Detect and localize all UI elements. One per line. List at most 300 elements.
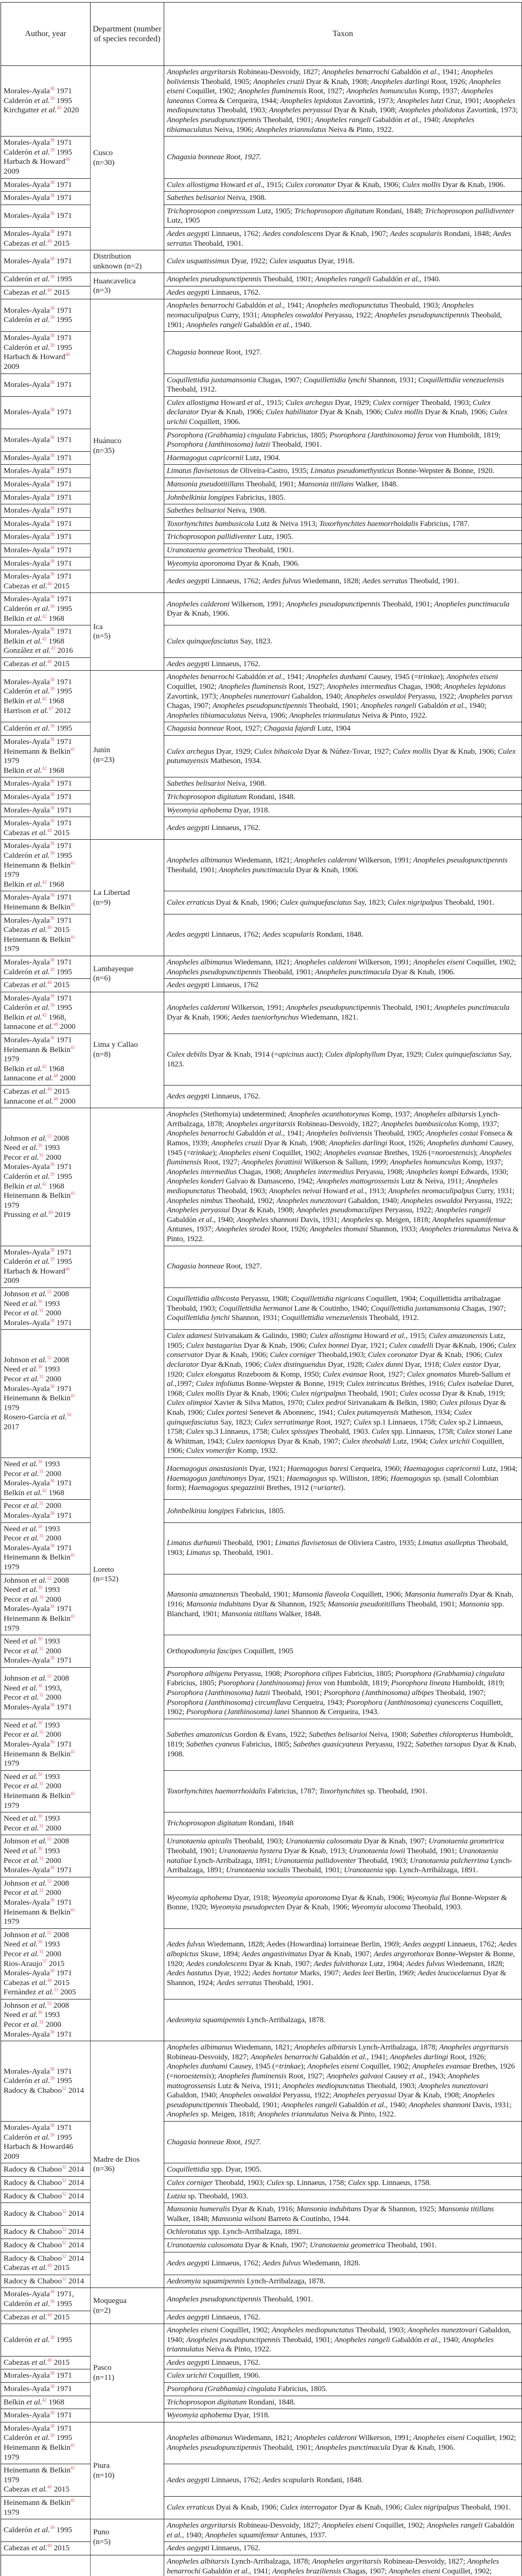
reference-link[interactable]: 41 [70,1907,75,1912]
taxon-cell: Aedes aegypti Linnaeus, 1762. [164,286,522,299]
reference-link[interactable]: 31 [39,2020,44,2025]
author-entry: Morales-Ayala$^{38}$ 1971 [4,138,72,147]
author-entry: Johnson et al.$^{12}$ 2008 [4,1836,69,1846]
reference-link[interactable]: 42 [42,879,47,885]
reference-link[interactable]: 48 [53,1073,58,1079]
author-entry: Harbach & Howard$^{46}$ [4,157,70,166]
reference-link[interactable]: 38 [49,210,55,216]
reference-link[interactable]: 39 [49,603,55,609]
reference-link[interactable]: 12 [46,1836,51,1842]
reference-link[interactable]: 38 [49,86,55,92]
taxon-cell: Culex corniger Theobald, 1903; Culex sp. Linnaeus, 1758; Culex spp. Linnaeus, 1758. [164,2176,522,2190]
taxon-italic: Anopheles pseudopunctipennis [413,856,508,865]
reference-link[interactable]: 38 [49,333,55,338]
author-cell [1,2542,91,2555]
author-entry: Morales-Ayala$^{38}$ 1971 [4,407,72,417]
reference-link[interactable]: 38 [49,1162,55,1167]
reference-link[interactable]: 38 [49,892,55,898]
reference-link[interactable]: 38 [49,1604,55,1609]
taxon-italic: Limatus durhamii [167,1538,221,1548]
taxon-italic: Aedes leucocelaenus [417,1969,481,1978]
reference-link[interactable]: 38 [49,2410,55,2416]
author-italic: et al. [23,2020,39,2029]
reference-link[interactable]: 38 [49,2423,55,2429]
table-row [1,465,522,478]
author-italic: et al. [31,239,47,248]
table-row [1,205,522,227]
taxon-italic: Wyeomyia aphobema [167,2411,232,2420]
taxon-italic: Anopheles albitarsis [167,2556,230,2566]
reference-link[interactable]: 41 [70,1613,75,1619]
reference-link[interactable]: 52 [62,2191,67,2196]
taxon-italic: Anopheles pseudopunctipennis [167,2091,495,2109]
reference-link[interactable]: 12 [46,2000,51,2006]
reference-link[interactable]: 39 [49,342,55,348]
taxon-italic: Anopheles [167,1110,199,1119]
taxon-italic: Culex [266,2178,285,2187]
reference-link[interactable]: 38 [49,434,55,440]
reference-link[interactable]: 41 [70,1044,75,1050]
reference-link[interactable]: 52 [62,2209,67,2214]
reference-link[interactable]: 30 [38,1720,43,1725]
reference-link[interactable]: 30 [38,2010,43,2015]
reference-link[interactable]: 38 [49,778,55,784]
taxon-italic: uriartei [317,1483,341,1493]
author-entry: Morales-Ayala$^{38}$ 1971 [4,818,72,828]
reference-link[interactable]: 38 [49,558,55,564]
reference-link[interactable]: 52 [62,2164,67,2170]
author-entry: Morales-Ayala$^{38}$ 1971 [4,1162,72,1172]
reference-link[interactable]: 41 [70,1191,75,1196]
reference-link[interactable]: 31 [39,1646,44,1651]
author-cell [1,2409,91,2422]
reference-link[interactable]: 30 [38,1814,43,1819]
taxon-italic: Anopheles pseudopunctipennis [167,967,262,976]
author-entry: Morales-Ayala$^{38}$ 1971 [4,2384,72,2394]
taxon-italic: Mansonia titillans [298,479,354,488]
reference-link[interactable]: 39 [49,315,55,320]
taxon-italic: Anopheles mediopunctatus [282,2081,365,2090]
taxon-italic: Anopheles argyritarsis [225,1119,295,1128]
reference-link[interactable]: 38 [49,915,55,921]
department-cell [91,2422,164,2519]
reference-link[interactable]: 39 [49,2132,55,2138]
reference-link[interactable]: 38 [49,805,55,810]
reference-link[interactable]: 38 [49,2066,55,2072]
reference-link[interactable]: 38 [49,2122,55,2128]
reference-link[interactable]: 31 [39,1594,44,1600]
author-entry: Morales-Ayala$^{38}$ 1971 [4,1604,72,1614]
reference-link[interactable]: 38 [49,256,55,262]
reference-link[interactable]: 40 [47,1977,52,1983]
reference-link[interactable]: 42 [42,636,47,641]
taxon-italic: Coquillettidia hermanoi [218,1303,292,1313]
taxon-italic: Aedes serratus [216,1978,262,1987]
table-row [1,299,522,332]
reference-link[interactable]: 39 [49,147,55,152]
reference-link[interactable]: 40 [47,287,52,293]
reference-link[interactable]: 40 [47,925,52,930]
reference-link[interactable]: 42 [42,765,47,771]
reference-link[interactable]: 42 [42,2397,47,2402]
taxon-cell: Johnbelkinia longipes Fabricius, 1805. [164,1500,522,1522]
taxon-italic: Psorophora (Janthinosoma) lutzii [167,440,270,449]
taxon-italic: Anopheles triannulatus [167,2335,494,2354]
taxon-italic: Anopheles benarrochi [250,2052,318,2061]
taxon-italic: Anopheles calderoni [167,599,230,608]
author-italic: et al. [31,1674,47,1683]
author-entry: Morales-Ayala$^{38}$ 1971 [4,778,72,788]
reference-link[interactable]: 40 [47,2263,52,2268]
reference-link[interactable]: 40 [47,827,52,833]
reference-link[interactable]: 30 [38,1364,43,1370]
author-entry: Pecor et al.$^{31}$ 2000 [4,1855,61,1865]
author-entry: Pecor et al.$^{31}$ 2000 [4,1948,61,1958]
taxon-italic: et al. [167,1369,511,1388]
taxon-italic: Culex [371,1427,390,1436]
reference-link[interactable]: 40 [47,2357,52,2363]
taxon-italic: Anopheles evansae [324,1148,382,1157]
species-count: (n=152) [93,1574,119,1584]
department-name: Cusco [93,148,113,157]
author-cell [1,2324,91,2357]
taxon-cell: Haemagogus anastasionis Dyar, 1921; Haemagogus baresi Cerqueira, 1960; Haemagogus capricornii Lutz, 1904; Haemagogus janthinomys Dyar, 1921; Haemagogus sp. Williston, 1896; Haemagogus sp. (small Colombian form); Haemagogus spegazzinii Brethes, 1912 (=uriartei). [164,1458,522,1500]
reference-link[interactable]: 12 [46,1133,51,1139]
reference-link[interactable]: 38 [49,594,55,600]
reference-link[interactable]: 46 [65,352,70,358]
reference-link[interactable]: 40 [47,658,52,664]
taxon-cell: Anopheles (Stethomyia) undetermined; Anopheles acanthotorynus Komp, 1937; Anopheles albitarsis Lynch-Arribalzaga, 1878; Anopheles argyritarsis Robineau-Desvoidy, 1827; Anopheles bambusicolus Komp, 1937; Anopheles benarrochi Gabaldón et al., 1941; Anopheles boliviensis Theobald, 1905; Anopheles costai Fonseca & Ramos, 1939; Anopheles cruzii Dyar & Knab, 1908; Anopheles darlingi Root, 1926; Anopheles dunhami Causey, 1945 (=trinkae); Anopheles eiseni Coquillet, 1902; Anopheles evansae Brethes, 1926 (=noroestensis); Anopheles fluminensis Root, 1927; Anopheles forattinii Wilkerson & Sallum, 1999; Anopheles homunculus Komp, 1937; Anopheles intermedius Chagas, 1908; Anopheles intermedius Peryassu, 1908; Anopheles kompi Edwards, 1930; Anopheles konderi Galvao & Damasceno, 1942; Anopheles mattogrossensis Lutz & Neiva, 1911; Anopheles mediopunctatus Theobald, 1903; Anopheles neivai Howard et al., 1913; Anopheles neomaculipalpus Curry, 1931; Anopheles nimbus Theobald, 1902; Anopheles nuneztovari Gabaldon, 1940; Anopheles oswaldoi Peryassu, 1922; Anopheles peryassui Dyar & Knab, 1908; Anopheles pseudomaculipes Peryassu, 1922; Anopheles rangeli Gabaldón et al., 1940; Anopheles shannoni Davis, 1931; Anopheles sp. Meigen, 1818; Anopheles squamifemur Antunes, 1937; Anopheles strodei Root, 1926; Anopheles thomasi Shannon, 1933; Anopheles triannulatus Neiva & Pinto, 1922. [164,1108,522,1246]
taxon-italic: Culex urichii [167,2371,207,2380]
table-row [1,2409,522,2422]
reference-link[interactable]: 41 [70,902,75,907]
reference-link[interactable]: 41 [70,1749,75,1754]
reference-link[interactable]: 46 [65,1266,70,1272]
reference-link[interactable]: 42 [42,1012,47,1018]
reference-link[interactable]: 31 [39,1533,44,1539]
reference-link[interactable]: 41 [70,1790,75,1796]
reference-link[interactable]: 31 [39,1308,44,1314]
reference-link[interactable]: 52 [62,2276,67,2281]
reference-link[interactable]: 38 [49,1510,55,1516]
taxon-italic: Culex urichii [167,408,508,426]
reference-link[interactable]: 41 [70,860,75,866]
taxon-italic: noroestensis [173,2072,212,2081]
reference-link[interactable]: 31 [39,1152,44,1158]
taxon-italic: Aedes condolescens [262,229,324,238]
table-row [1,1086,522,1108]
reference-link[interactable]: 30 [38,1459,43,1464]
taxon-italic: Culex usquatissimus [167,257,230,266]
taxon-italic: Anopheles lepidotus [444,682,506,691]
table-row [1,332,522,374]
author-italic: et al. [23,1595,39,1604]
reference-link[interactable]: 52 [62,2240,67,2245]
reference-link[interactable]: 38 [49,138,55,143]
reference-link[interactable]: 31 [39,1374,44,1379]
taxon-italic: Culex declarator [167,398,491,417]
reference-link[interactable]: 30 [38,1143,43,1148]
reference-link[interactable]: 38 [49,305,55,311]
reference-link[interactable]: 38 [49,2029,55,2035]
reference-link[interactable]: 40 [47,2312,52,2317]
author-entry: Morales-Ayala$^{38}$ 1971 [4,434,72,444]
reference-link[interactable]: 38 [49,841,55,846]
reference-link[interactable]: 48 [53,1022,58,1027]
reference-link[interactable]: 39 [49,1257,55,1262]
taxon-italic: Anopheles albitarsis [413,1110,477,1119]
table-row [1,1500,522,1522]
reference-link[interactable]: 38 [49,1968,55,1974]
reference-link[interactable]: 30 [38,1939,43,1945]
reference-link[interactable]: 40 [47,1086,52,1092]
reference-link[interactable]: 40 [47,2543,52,2549]
reference-link[interactable]: 31 [39,1888,44,1893]
department-name: Huánuco [93,436,121,446]
species-count: (n=5) [93,2537,111,2546]
department-cell [91,66,164,250]
reference-link[interactable]: 49 [48,1210,53,1215]
reference-link[interactable]: 39 [49,1003,55,1008]
reference-link[interactable]: 48 [53,1096,58,1101]
author-cell [1,66,91,137]
reference-link[interactable]: 52 [62,2227,67,2232]
reference-link[interactable]: 40 [47,2484,52,2490]
reference-link[interactable]: 38 [49,818,55,824]
author-entry: Morales-Ayala$^{38}$ 1971 [4,736,72,747]
reference-link[interactable]: 30 [38,1585,43,1590]
author-cell [1,1812,91,1835]
reference-link[interactable]: 30 [38,1523,43,1529]
reference-link[interactable]: 38 [49,2384,55,2389]
reference-link[interactable]: 38 [49,193,55,198]
reference-link[interactable]: 39 [49,1172,55,1177]
reference-link[interactable]: 42 [42,696,47,701]
reference-link[interactable]: 38 [49,1739,55,1744]
reference-link[interactable]: 12 [46,1289,51,1294]
reference-link[interactable]: 31 [39,1730,44,1735]
reference-link[interactable]: 38 [49,505,55,511]
reference-link[interactable]: 41 [70,2442,75,2448]
author-italic: et al. [31,2312,47,2321]
author-entry: Morales-Ayala$^{38}$ 1971 [4,1655,72,1665]
reference-link[interactable]: 38 [49,571,55,577]
reference-link[interactable]: 38 [49,2370,55,2376]
taxon-italic: Uranotaenia calosomata [285,1837,362,1846]
reference-link[interactable]: 38 [49,479,55,484]
reference-link[interactable]: 12 [46,1878,51,1884]
reference-link[interactable]: 38 [49,993,55,998]
reference-link[interactable]: 39 [49,2525,55,2531]
taxon-italic: Anopheles galvaoi [326,2072,384,2081]
taxon-italic: Culex usquatus [269,257,317,266]
reference-link[interactable]: 42 [42,1487,47,1493]
taxon-italic: Culex declarator [167,1350,502,1369]
reference-link[interactable]: 12 [46,1673,51,1679]
reference-link[interactable]: 38 [49,407,55,413]
reference-link[interactable]: 31 [39,1781,44,1787]
reference-link[interactable]: 52 [62,2085,67,2091]
taxon-italic: Anopheles rangeli [427,2521,483,2530]
reference-link[interactable]: 38 [49,179,55,185]
reference-link[interactable]: 30 [38,1636,43,1642]
taxon-cell: Wyeomyia aporonoma Dyar & Knab, 1906. [164,557,522,570]
reference-link[interactable]: 30 [38,1845,43,1851]
reference-link[interactable]: 31 [39,1692,44,1698]
reference-link[interactable]: 40 [47,581,52,586]
reference-link[interactable]: 38 [49,1702,55,1707]
taxon-cell: Anopheles albimanus Wiedemann, 1821; Anopheles albitarsis Lynch-Arribalzaga, 1878; Anopheles argyritarsis Robineau-Desvoidy, 1827; Anopheles benarrochi Gabaldón et al., 1941; Anopheles darlingi Root, 1926; Anopheles dunhami Causey, 1945 (=trinkae); Anopheles eiseni Coquillet, 1902; Anopheles evansae Brethes, 1926 (=noroestensis); Anopheles fluminensis Root, 1927; Anopheles galvaoi Causey et al., 1943; Anopheles mattogrossensis Lutz & Neiva, 1911; Anopheles mediopunctatus Theobald, 1903; Anopheles nuneztovari Gabaldon, 1940; Anopheles oswaldoi Peryassu, 1922; Anopheles peryassui Dyar & Knab, 1908; Anopheles pseudopunctipennis Theobald, 1901; Anopheles rangeli Gabaldón et al., 1940; Anopheles shannoni Davis, 1931; Anopheles sp. Meigen, 1818; Anopheles triannulatus Neiva & Pinto, 1922. [164,2041,522,2122]
author-entry: Radocy & Chaboo$^{52}$ 2014 [4,2240,84,2249]
taxon-cell: Trichoprosopon digitatum Rondani, 1848 [164,1812,522,1835]
reference-link[interactable]: 38 [49,466,55,471]
reference-link[interactable]: 31 [39,1468,44,1474]
reference-link[interactable]: 38 [49,1897,55,1903]
reference-link[interactable]: 41 [70,1393,75,1399]
reference-link[interactable]: 37 [42,1958,47,1964]
species-count: (n=30) [93,158,115,167]
taxon-cell: Trichoprosopon digitatum Rondani, 1848. [164,2396,522,2409]
reference-link[interactable]: 38 [49,1035,55,1040]
table-row [1,1928,522,1999]
taxon-italic: Anopheles evansae [412,2062,471,2071]
taxon-italic: Aedes aegypti [167,2544,210,2553]
taxon-italic: Anopheles punctimacula [218,865,294,874]
author-entry: Harbach & Howard$^{46}$ [4,1266,70,1276]
author-cell [1,1458,91,1500]
taxon-italic: Anopheles fluminensis [167,1148,512,1167]
taxon-italic: Culex quinquefasciatus [167,636,238,646]
reference-link[interactable]: 38 [49,1655,55,1661]
reference-link[interactable]: 31 [39,1823,44,1828]
reference-link[interactable]: 41 [70,2465,75,2471]
reference-link[interactable]: 31 [39,1948,44,1954]
author-entry: Morales-Ayala$^{38}$ 1971 [4,791,72,801]
taxon-italic: Anopheles [167,2110,199,2119]
author-cell [1,1770,91,1812]
reference-link[interactable]: 12 [46,1575,51,1581]
reference-link[interactable]: 39 [49,686,55,692]
reference-link[interactable]: 41 [70,746,75,752]
reference-link[interactable]: 30 [38,1298,43,1304]
reference-link[interactable]: 52 [62,2253,67,2259]
reference-link[interactable]: 38 [49,626,55,632]
department-name: Ica [93,622,103,631]
taxon-italic: Uranotaenia lowii [349,1846,405,1855]
taxon-italic: et al. [167,2530,182,2539]
reference-link[interactable]: 38 [49,736,55,742]
reference-link[interactable]: 39 [49,723,55,729]
author-entry: Cabezas et al.$^{40}$ 2015 [4,2263,69,2273]
reference-link[interactable]: 38 [49,1383,55,1389]
taxon-cell: Aedes aegypti Linnaeus, 1762. [164,657,522,671]
author-entry: Calderón et al.$^{39}$ 1995 [4,147,73,157]
reference-link[interactable]: 12 [46,1354,51,1360]
reference-link[interactable]: 46 [65,157,70,162]
reference-link[interactable]: 38 [49,379,55,385]
reference-link[interactable]: 38 [49,492,55,498]
reference-link[interactable]: 38 [49,452,55,458]
reference-link[interactable]: 38 [49,228,55,234]
reference-link[interactable]: 30 [38,1771,43,1777]
reference-link[interactable]: 39 [49,967,55,972]
reference-link[interactable]: 30 [38,1683,43,1688]
reference-link[interactable]: 42 [42,1063,47,1069]
reference-link[interactable]: 38 [49,957,55,962]
reference-link[interactable]: 38 [49,1478,55,1484]
reference-link[interactable]: 38 [49,2289,55,2295]
reference-link[interactable]: 38 [49,1865,55,1871]
reference-link[interactable]: 38 [49,1247,55,1252]
reference-link[interactable]: 38 [49,1543,55,1548]
reference-link[interactable]: 41 [70,1552,75,1558]
reference-link[interactable]: 43 [50,646,56,651]
author-italic: et al. [31,1878,47,1888]
table-row [1,2383,522,2396]
author-entry: Harrison et al.$^{47}$ 2012 [4,705,71,715]
reference-link[interactable]: 39 [49,2298,55,2304]
reference-link[interactable]: 38 [49,532,55,537]
taxon-italic: Anopheles pseudopunctipennis [186,2335,281,2344]
taxon-cell: Culex debilis Dyar & Knab, 1914 (=apicinus auct); Culex diplophyllum Dyar, 1929; Culex quinquefasciatus Say, 1823. [164,1034,522,1086]
department-name: Pasco [93,2363,112,2372]
author-entry: Morales-Ayala$^{38}$ 1971 [4,1739,72,1749]
author-italic: et al. [41,106,57,115]
author-cell [1,465,91,478]
taxon-italic: Culex pedroi [306,1398,346,1408]
reference-link[interactable]: 39 [49,95,55,101]
reference-link[interactable]: 39 [49,850,55,856]
reference-link[interactable]: 52 [62,2177,67,2183]
reference-link[interactable]: 50 [66,1412,72,1418]
author-entry: Cabezas et al.$^{40}$ 2015 [4,2312,69,2321]
reference-link[interactable]: 51 [54,1987,59,1993]
reference-link[interactable]: 38 [49,545,55,550]
reference-link[interactable]: 39 [49,2334,55,2340]
reference-link[interactable]: 41 [70,2497,75,2503]
reference-link[interactable]: 38 [49,676,55,682]
reference-link[interactable]: 38 [49,1317,55,1323]
author-entry: Calderón et al.$^{39}$ 1995 [4,1257,73,1266]
reference-link[interactable]: 42 [42,1181,47,1187]
reference-link[interactable]: 38 [49,518,55,524]
taxon-italic: Psorophora (Janthinosoma) circumflava [167,1698,291,1707]
reference-link[interactable]: 40 [47,238,52,244]
table-row [1,2275,522,2288]
reference-link[interactable]: 39 [49,2076,55,2081]
taxon-italic: Culex gnomatos [407,1369,457,1379]
table-row [1,2497,522,2519]
reference-link[interactable]: 31 [39,1855,44,1861]
taxon-italic: Aedes argyrothorax [373,1949,434,1958]
reference-link[interactable]: 39 [49,2433,55,2438]
reference-link[interactable]: 12 [46,1929,51,1935]
author-entry: Johnson et al.$^{12}$ 2008 [4,1673,69,1683]
taxon-italic: Wyeomyia aporonoma [167,558,235,568]
reference-link[interactable]: 39 [49,274,55,280]
reference-link[interactable]: 38 [49,791,55,797]
reference-link[interactable]: 47 [48,705,54,711]
reference-link[interactable]: 40 [47,980,52,986]
reference-link[interactable]: 31 [39,1501,44,1506]
reference-link[interactable]: 41 [70,934,75,940]
taxon-italic: et al. [234,2566,250,2575]
taxon-italic: Haemagogus spegazzinii [188,1483,265,1493]
reference-link[interactable]: 42 [42,613,47,619]
author-cell [1,1719,91,1770]
department-cell [91,2324,164,2422]
reference-link[interactable]: 45 [57,105,62,111]
